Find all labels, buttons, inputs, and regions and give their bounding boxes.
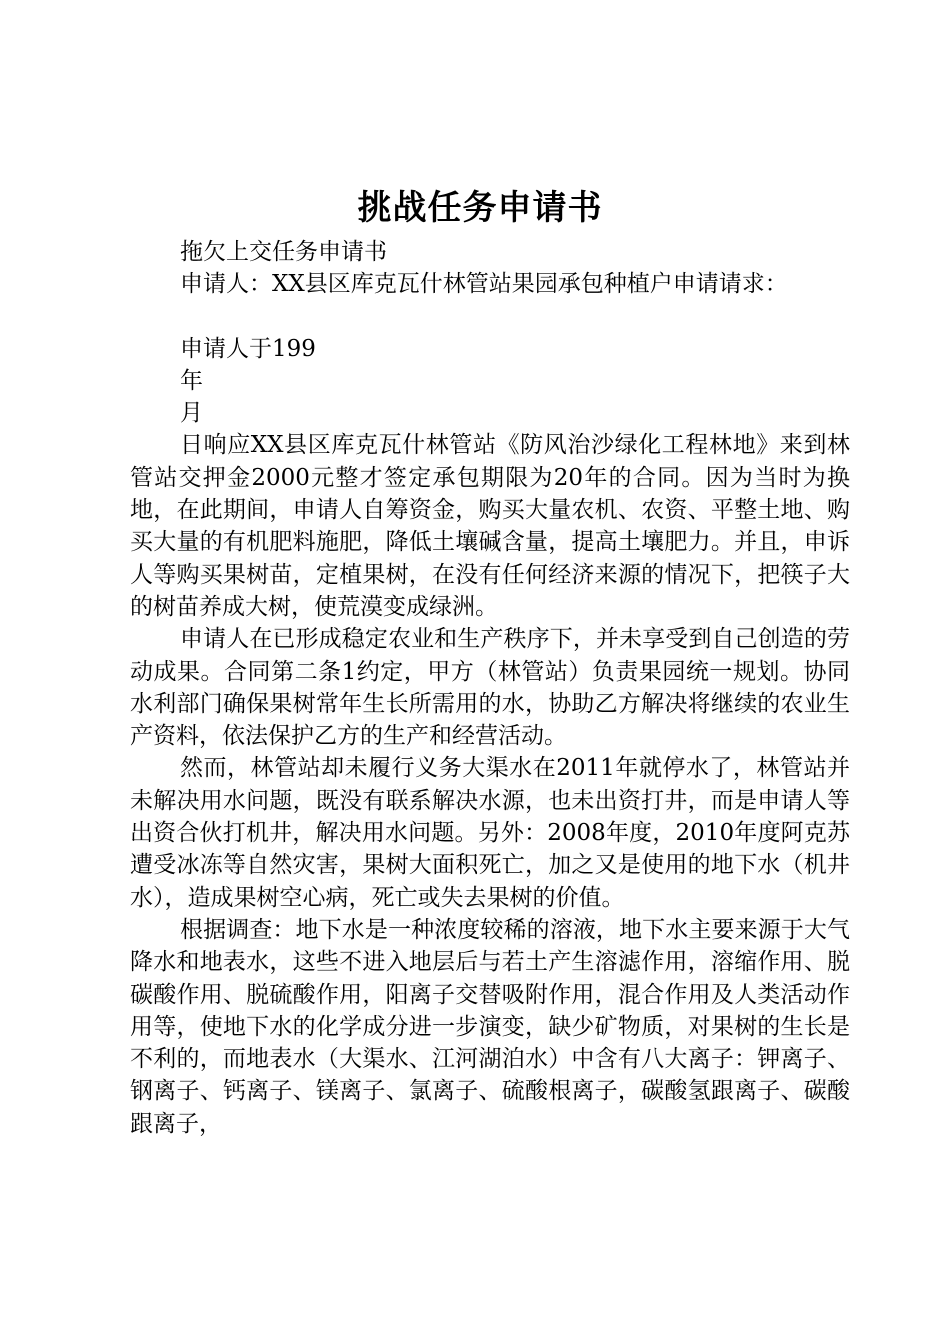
document-title: 挑战任务申请书 <box>357 188 603 228</box>
paragraph-1: 日响应XX县区库克瓦什林管站《防风治沙绿化工程林地》来到林管站交押金2000元整才签定承包期限为20年的合同。因为当时为换地，在此期间，申请人自筹资金，购买大量农机、农资、平整土地、购买大量的有机肥料施肥，降低土壤碱含量，提高土壤肥力。并且，申诉人等购买果树苗，定植果树，在没有任何经济来源的情况下，把筷子大的树苗养成大树，使荒漠变成绿洲。 <box>130 432 850 620</box>
paragraph-4: 根据调查：地下水是一种浓度较稀的溶液，地下水主要来源于大气降水和地表水，这些不进入地层后与若土产生溶滤作用，溶缩作用、脱碳酸作用、脱硫酸作用，阳离子交替吸附作用，混合作用及人类活动作用等，使地下水的化学成分进一步演变，缺少矿物质，对果树的生长是不利的，而地表水（大渠水、江河湖泊水）中含有八大离子：钾离子、钢离子、钙离子、镁离子、氯离子、硫酸根离子，碳酸氢跟离子、碳酸跟离子， <box>130 916 850 1137</box>
applicant-line: 申请人：XX县区库克瓦什林管站果园承包种植户申请请求： <box>180 271 788 298</box>
blank-line <box>130 301 850 333</box>
date-day-line: 月 <box>180 400 203 427</box>
paragraph-3: 然而，林管站却未履行义务大渠水在2011年就停水了，林管站并未解决用水问题，既没有联系解决水源，也未出资打井，而是申请人等出资合伙打机井，解决用水问题。另外：2008年度，2010年度阿克苏遭受冰冻等自然灾害，果树大面积死亡，加之又是使用的地下水（机井水），造成果树空心病，死亡或失去果树的价值。 <box>130 755 850 911</box>
document-subtitle: 拖欠上交任务申请书 <box>180 239 387 265</box>
document-body <box>130 236 850 1140</box>
date-year-line: 申请人于199 <box>180 335 316 362</box>
paragraph-2: 申请人在已形成稳定农业和生产秩序下，并未享受到自己创造的劳动成果。合同第二条1约定，甲方（林管站）负责果园统一规划。协同水利部门确保果树常年生长所需用的水，协助乙方解决将继续的农业生产资料，依法保护乙方的生产和经营活动。 <box>130 626 850 750</box>
date-month-line: 年 <box>180 367 203 394</box>
